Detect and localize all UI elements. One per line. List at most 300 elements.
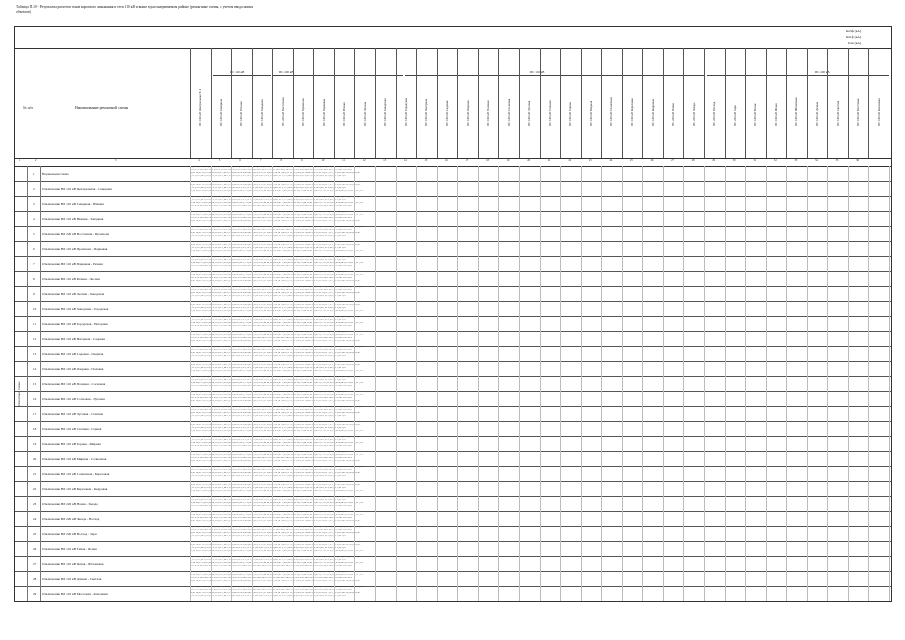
table-row xyxy=(15,466,891,482)
results-table xyxy=(14,26,892,602)
column-header xyxy=(725,48,747,158)
value-line: 3,51 3,22 2,98 2,61 4,12 2,35 2,07 1,84 2,76 3,05 2,69 2,31 2,16 1,79 3,38 2,83 2,52 2,37 2,04 1,91 3,27 2,88 2,66 4,61 4,13 3,82 3,17 2,28 2,09 1,93 2,58 2,97 2,42 2,01 xyxy=(190,559,346,562)
row-number: 1 xyxy=(33,171,35,176)
row-number: 13 xyxy=(33,351,37,356)
value-line: 10,92 10,41 11,76 9,18 13,95 8,61 7,42 6,57 10,08 10,74 9,43 8,02 7,66 6,31 12,27 9,85 8,79 8,14 7,06 6,71 11,52 9,96 9,33 15,08 13,51 12,39 11,02 7,97 7,21 6,63 9,02 10,19 8,44 6,87 xyxy=(190,376,361,379)
group-label-4: ПС 220 кВ xyxy=(815,70,830,74)
value-line: 11,24 10,87 12,03 9,56 14,21 8,93 7,65 6,82 10,44 11,09 9,77 8,34 7,91 6,55 12,68 10,13 9,02 8,47 7,38 6,96 11,85 10,27 9,64 15,42 13,86 12,71 11,33 8,25 7,49 6,88 9,31 10,52 8,76 7,14 xyxy=(190,262,363,264)
column-header-label: ПС 110 кВ Луговая xyxy=(527,100,532,126)
row-name: Отключение ВЛ 110 кВ Луговая - Степная xyxy=(42,411,103,416)
value-line: 3,51 3,22 2,98 2,61 4,12 2,35 2,07 1,84 2,76 3,05 2,69 2,31 2,16 1,79 3,38 2,83 2,52 2,37 2,04 1,91 3,27 2,88 2,66 4,61 4,13 3,82 3,17 2,28 2,09 1,93 2,58 2,97 2,42 2,01 xyxy=(190,571,346,574)
column-number: 36 xyxy=(856,159,859,162)
value-line: 95% 97% 98% 96% 94% 99% 97% 95% 98% 96% 97% 94% 95% 99% 98% 96% 97% 95% 98% 96% 94% 97% 95% 99% 98% 96% 97% 95% 98% 96% 97% 94% 95% 99% xyxy=(190,241,353,244)
value-line: 10,92 10,41 11,76 9,18 13,95 8,61 7,42 6,57 10,08 10,74 9,43 8,02 7,66 6,31 12,27 9,85 8,79 8,14 7,06 6,71 11,52 9,96 9,33 15,08 13,51 12,39 11,02 7,97 7,21 6,63 9,02 10,19 8,44 6,87 xyxy=(190,244,361,247)
column-header xyxy=(437,48,459,158)
value-line: 95% 97% 98% 96% 94% 99% 97% 95% 98% 96% 97% 94% 95% 99% 98% 96% 97% 95% 98% 96% 94% 97% 95% 99% 98% 96% 97% 95% 98% 96% 97% 94% 95% 99% xyxy=(190,589,353,592)
value-line: 10,92 10,41 11,76 9,18 13,95 8,61 7,42 6,57 10,08 10,74 9,43 8,02 7,66 6,31 12,27 9,85 8,79 8,14 7,06 6,71 11,52 9,96 9,33 15,08 13,51 12,39 11,02 7,97 7,21 6,63 9,02 10,19 8,44 6,87 xyxy=(190,339,361,342)
value-line: 3,51 3,22 2,98 2,61 4,12 2,35 2,07 1,84 2,76 3,05 2,69 2,31 2,16 1,79 3,38 2,83 2,52 2,37 2,04 1,91 3,27 2,88 2,66 4,61 4,13 3,82 3,17 2,28 2,09 1,93 2,58 2,97 2,42 2,01 xyxy=(190,259,346,262)
row-number: 22 xyxy=(33,486,37,491)
value-line: 95% 97% 98% 96% 94% 99% 97% 95% 98% 96% 97% 94% 95% 99% 98% 96% 97% 95% 98% 96% 94% 97% 95% 99% 98% 96% 97% 95% 98% 96% 97% 94% 95% 99% xyxy=(190,421,353,424)
column-number: 32 xyxy=(773,159,777,162)
value-line: 11,24 10,87 12,03 9,56 14,21 8,93 7,65 6,82 10,44 11,09 9,77 8,34 7,91 6,55 12,68 10,13 9,02 8,47 7,38 6,96 11,85 10,27 9,64 15,42 13,86 12,71 11,33 8,25 7,49 6,88 9,31 10,52 8,76 7,14 xyxy=(190,369,363,372)
row-number: 24 xyxy=(33,516,37,521)
table-row xyxy=(15,181,891,197)
column-header-label: ПС 110 кВ Горная xyxy=(568,102,573,126)
value-line: 10,92 10,41 11,76 9,18 13,95 8,61 7,42 6,57 10,08 10,74 9,43 8,02 7,66 6,31 12,27 9,85 8,79 8,14 7,06 6,71 11,52 9,96 9,33 15,08 13,51 12,39 11,02 7,97 7,21 6,63 9,02 10,19 8,44 6,87 xyxy=(190,459,361,462)
value-line: 11,24 10,87 12,03 9,56 14,21 8,93 7,65 6,82 10,44 11,09 9,77 8,34 7,91 6,55 12,68 10,13 9,02 8,47 7,38 6,96 11,85 10,27 9,64 15,42 13,86 12,71 11,33 8,25 7,49 6,88 9,31 10,52 8,76 7,14 xyxy=(190,502,363,504)
column-number: 17 xyxy=(465,159,469,162)
value-line: 11,24 10,87 12,03 9,56 14,21 8,93 7,65 6,82 10,44 11,09 9,77 8,34 7,91 6,55 12,68 10,13 9,02 8,47 7,38 6,96 11,85 10,27 9,64 15,42 13,86 12,71 11,33 8,25 7,49 6,88 9,31 10,52 8,76 7,14 xyxy=(190,309,363,312)
column-header-label: ПС 110 кВ Березовая xyxy=(630,98,634,126)
value-line: 3,51 3,22 2,98 2,61 4,12 2,35 2,07 1,84 2,76 3,05 2,69 2,31 2,16 1,79 3,38 2,83 2,52 2,37 2,04 1,91 3,27 2,88 2,66 4,61 4,13 3,82 3,17 2,28 2,09 1,93 2,58 2,97 2,42 2,01 xyxy=(190,354,346,357)
value-line: 11,24 10,87 12,03 9,56 14,21 8,93 7,65 6,82 10,44 11,09 9,77 8,34 7,91 6,55 12,68 10,13 9,02 8,47 7,38 6,96 11,85 10,27 9,64 15,42 13,86 12,71 11,33 8,25 7,49 6,88 9,31 10,52 8,76 7,14 xyxy=(190,394,363,397)
value-line: 11,24 10,87 12,03 9,56 14,21 8,93 7,65 6,82 10,44 11,09 9,77 8,34 7,91 6,55 12,68 10,13 9,02 8,47 7,38 6,96 11,85 10,27 9,64 15,42 13,86 12,71 11,33 8,25 7,49 6,88 9,31 10,52 8,76 7,14 xyxy=(190,526,363,529)
value-line: 10,92 10,41 11,76 9,18 13,95 8,61 7,42 6,57 10,08 10,74 9,43 8,02 7,66 6,31 12,27 9,85 8,79 8,14 7,06 6,71 11,52 9,96 9,33 15,08 13,51 12,39 11,02 7,97 7,21 6,63 9,02 10,19 8,44 6,87 xyxy=(190,196,361,199)
table-row xyxy=(15,211,891,227)
column-header-label: ПС 110 кВ Солнечная xyxy=(609,97,614,126)
column-header-label: ПС 110 кВ Центральная Т-1 xyxy=(198,89,203,126)
value-line: 10,92 10,41 11,76 9,18 13,95 8,61 7,42 6,57 10,08 10,74 9,43 8,02 7,66 6,31 12,27 9,85 8,79 8,14 7,06 6,71 11,52 9,96 9,33 15,08 13,51 12,39 11,02 7,97 7,21 6,63 9,02 10,19 8,44 6,87 xyxy=(190,292,361,294)
value-line: 3,51 3,22 2,98 2,61 4,12 2,35 2,07 1,84 2,76 3,05 2,69 2,31 2,16 1,79 3,38 2,83 2,52 2,37 2,04 1,91 3,27 2,88 2,66 4,61 4,13 3,82 3,17 2,28 2,09 1,93 2,58 2,97 2,42 2,01 xyxy=(190,534,346,537)
table-row xyxy=(15,361,891,377)
value-line: 3,51 3,22 2,98 2,61 4,12 2,35 2,07 1,84 2,76 3,05 2,69 2,31 2,16 1,79 3,38 2,83 2,52 2,37 2,04 1,91 3,27 2,88 2,66 4,61 4,13 3,82 3,17 2,28 2,09 1,93 2,58 2,97 2,42 2,01 xyxy=(190,427,346,429)
table-row xyxy=(15,376,891,392)
column-header-label: ПС 110 кВ Тихая xyxy=(753,103,758,126)
column-header xyxy=(519,48,541,158)
row-number: 21 xyxy=(33,471,37,476)
column-header xyxy=(581,48,603,158)
value-line: 11,24 10,87 12,03 9,56 14,21 8,93 7,65 6,82 10,44 11,09 9,77 8,34 7,91 6,55 12,68 10,13 9,02 8,47 7,38 6,96 11,85 10,27 9,64 15,42 13,86 12,71 11,33 8,25 7,49 6,88 9,31 10,52 8,76 7,14 xyxy=(190,346,363,349)
column-header-label: ПС 110 кВ Озерная xyxy=(465,100,470,126)
row-number: 11 xyxy=(33,321,37,326)
value-line: 10,92 10,41 11,76 9,18 13,95 8,61 7,42 6,57 10,08 10,74 9,43 8,02 7,66 6,31 12,27 9,85 8,79 8,14 7,06 6,71 11,52 9,96 9,33 15,08 13,51 12,39 11,02 7,97 7,21 6,63 9,02 10,19 8,44 6,87 xyxy=(190,256,361,259)
row-number: 10 xyxy=(33,306,37,311)
value-line: 95% 97% 98% 96% 94% 99% 97% 95% 98% 96% 97% 94% 95% 99% 98% 96% 97% 95% 98% 96% 94% 97% 95% 99% 98% 96% 97% 95% 98% 96% 97% 94% 95% 99% xyxy=(190,444,353,447)
column-number: 12 xyxy=(362,159,366,162)
value-line: 3,51 3,22 2,98 2,61 4,12 2,35 2,07 1,84 2,76 3,05 2,69 2,31 2,16 1,79 3,38 2,83 2,52 2,37 2,04 1,91 3,27 2,88 2,66 4,61 4,13 3,82 3,17 2,28 2,09 1,93 2,58 2,97 2,42 2,01 xyxy=(190,331,346,334)
group-label-1: ПС 110 кВ xyxy=(230,70,245,74)
column-header-label: ПС 110 кВ Ясная xyxy=(773,103,778,126)
value-line: 10,92 10,41 11,76 9,18 13,95 8,61 7,42 6,57 10,08 10,74 9,43 8,02 7,66 6,31 12,27 9,85 8,79 8,14 7,06 6,71 11,52 9,96 9,33 15,08 13,51 12,39 11,02 7,97 7,21 6,63 9,02 10,19 8,44 6,87 xyxy=(190,556,361,559)
value-line: 95% 97% 98% 96% 94% 99% 97% 95% 98% 96% 97% 94% 95% 99% 98% 96% 97% 95% 98% 96% 94% 97% 95% 99% 98% 96% 97% 95% 98% 96% 97% 94% 95% 99% xyxy=(190,169,353,172)
row-name: Отключение ВЛ 110 кВ Горная - Мирная xyxy=(42,441,101,446)
column-header-label: ПС 220 кВ Заря xyxy=(732,105,737,126)
value-line: 95% 97% 98% 96% 94% 99% 97% 95% 98% 96% 97% 94% 95% 99% 98% 96% 97% 95% 98% 96% 94% 97% 95% 99% 98% 96% 97% 95% 98% 96% 97% 94% 95% 99% xyxy=(190,264,353,267)
table-row xyxy=(15,166,891,182)
table-row xyxy=(15,436,891,452)
value-line: 95% 97% 98% 96% 94% 99% 97% 95% 98% 96% 97% 94% 95% 99% 98% 96% 97% 95% 98% 96% 94% 97% 95% 99% 98% 96% 97% 95% 98% 96% 97% 94% 95% 99% xyxy=(190,481,353,484)
value-line: 3,51 3,22 2,98 2,61 4,12 2,35 2,07 1,84 2,76 3,05 2,69 2,31 2,16 1,79 3,38 2,83 2,52 2,37 2,04 1,91 3,27 2,88 2,66 4,61 4,13 3,82 3,17 2,28 2,09 1,93 2,58 2,97 2,42 2,01 xyxy=(190,294,346,297)
value-line: 3,51 3,22 2,98 2,61 4,12 2,35 2,07 1,84 2,76 3,05 2,69 2,31 2,16 1,79 3,38 2,83 2,52 2,37 2,04 1,91 3,27 2,88 2,66 4,61 4,13 3,82 3,17 2,28 2,09 1,93 2,58 2,97 2,42 2,01 xyxy=(190,474,346,477)
column-header xyxy=(457,48,479,158)
row-name: Отключение ВЛ 110 кВ Речная - Лесная xyxy=(42,276,100,281)
value-line: 11,24 10,87 12,03 9,56 14,21 8,93 7,65 6,82 10,44 11,09 9,77 8,34 7,91 6,55 12,68 10,13 9,02 8,47 7,38 6,96 11,85 10,27 9,64 15,42 13,86 12,71 11,33 8,25 7,49 6,88 9,31 10,52 8,76 7,14 xyxy=(190,489,363,492)
row-number: 15 xyxy=(33,381,37,386)
column-header xyxy=(354,48,376,158)
row-number: 19 xyxy=(33,441,37,446)
column-number: 25 xyxy=(630,159,633,162)
value-line: 11,24 10,87 12,03 9,56 14,21 8,93 7,65 6,82 10,44 11,09 9,77 8,34 7,91 6,55 12,68 10,13 9,02 8,47 7,38 6,96 11,85 10,27 9,64 15,42 13,86 12,71 11,33 8,25 7,49 6,88 9,31 10,52 8,76 7,14 xyxy=(190,429,363,432)
row-number: 18 xyxy=(33,426,37,431)
value-line: 95% 97% 98% 96% 94% 99% 97% 95% 98% 96% 97% 94% 95% 99% 98% 96% 97% 95% 98% 96% 94% 97% 95% 99% 98% 96% 97% 95% 98% 96% 97% 94% 95% 99% xyxy=(190,217,353,219)
table-row xyxy=(15,406,891,422)
row-name: Отключение ВЛ 110 кВ Мирная - Солнечная xyxy=(42,456,107,461)
row-number: 26 xyxy=(33,546,37,551)
value-line: 95% 97% 98% 96% 94% 99% 97% 95% 98% 96% 97% 94% 95% 99% 98% 96% 97% 95% 98% 96% 94% 97% 95% 99% 98% 96% 97% 95% 98% 96% 97% 94% 95% 99% xyxy=(190,384,353,387)
column-header xyxy=(231,48,253,158)
row-name: Отключение ВЛ 110 кВ Северная - Южная xyxy=(42,201,104,206)
column-header xyxy=(334,48,356,158)
group-label-3: ПС 110 кВ xyxy=(530,70,545,74)
column-header xyxy=(211,48,233,158)
column-header xyxy=(293,48,315,158)
column-number: 8 xyxy=(280,159,282,162)
row-name: Отключение ВЛ 220 кВ Новая - Звезда xyxy=(42,501,98,506)
row-name: Отключение ВЛ 110 кВ Лесная - Заводская xyxy=(42,291,105,296)
table-row xyxy=(15,286,891,302)
value-line: 3,51 3,22 2,98 2,61 4,12 2,35 2,07 1,84 2,76 3,05 2,69 2,31 2,16 1,79 3,38 2,83 2,52 2,37 2,04 1,91 3,27 2,88 2,66 4,61 4,13 3,82 3,17 2,28 2,09 1,93 2,58 2,97 2,42 2,01 xyxy=(190,174,346,177)
row-name: Отключение ВЛ 110 кВ Центральная - Северная xyxy=(42,186,112,191)
value-line: 3,51 3,22 2,98 2,61 4,12 2,35 2,07 1,84 2,76 3,05 2,69 2,31 2,16 1,79 3,38 2,83 2,52 2,37 2,04 1,91 3,27 2,88 2,66 4,61 4,13 3,82 3,17 2,28 2,09 1,93 2,58 2,97 2,42 2,01 xyxy=(190,391,346,394)
value-line: 3,51 3,22 2,98 2,61 4,12 2,35 2,07 1,84 2,76 3,05 2,69 2,31 2,16 1,79 3,38 2,83 2,52 2,37 2,04 1,91 3,27 2,88 2,66 4,61 4,13 3,82 3,17 2,28 2,09 1,93 2,58 2,97 2,42 2,01 xyxy=(190,511,346,514)
column-header-label: ПС 110 кВ Парковая xyxy=(321,99,326,126)
row-number: 8 xyxy=(33,276,35,281)
value-line: 10,92 10,41 11,76 9,18 13,95 8,61 7,42 6,57 10,08 10,74 9,43 8,02 7,66 6,31 12,27 9,85 8,79 8,14 7,06 6,71 11,52 9,96 9,33 15,08 13,51 12,39 11,02 7,97 7,21 6,63 9,02 10,19 8,44 6,87 xyxy=(190,352,361,354)
value-line: 10,92 10,41 11,76 9,18 13,95 8,61 7,42 6,57 10,08 10,74 9,43 8,02 7,66 6,31 12,27 9,85 8,79 8,14 7,06 6,71 11,52 9,96 9,33 15,08 13,51 12,39 11,02 7,97 7,21 6,63 9,02 10,19 8,44 6,87 xyxy=(190,232,361,234)
row-name: Отключение ВЛ 110 кВ Степная - Горная xyxy=(42,426,102,431)
column-header-label: ПС 220 кВ Восточная xyxy=(280,97,285,126)
value-line: 10,92 10,41 11,76 9,18 13,95 8,61 7,42 6,57 10,08 10,74 9,43 8,02 7,66 6,31 12,27 9,85 8,79 8,14 7,06 6,71 11,52 9,96 9,33 15,08 13,51 12,39 11,02 7,97 7,21 6,63 9,02 10,19 8,44 6,87 xyxy=(190,412,361,414)
top-label-1: Iкз3ф (кА) xyxy=(845,29,861,33)
row-number: 23 xyxy=(33,501,37,506)
column-header-label: ПС 110 кВ Дачная xyxy=(815,101,820,126)
value-line: 3,51 3,22 2,98 2,61 4,12 2,35 2,07 1,84 2,76 3,05 2,69 2,31 2,16 1,79 3,38 2,83 2,52 2,37 2,04 1,91 3,27 2,88 2,66 4,61 4,13 3,82 3,17 2,28 2,09 1,93 2,58 2,97 2,42 2,01 xyxy=(190,451,346,454)
table-row xyxy=(15,196,891,212)
value-line: 11,24 10,87 12,03 9,56 14,21 8,93 7,65 6,82 10,44 11,09 9,77 8,34 7,91 6,55 12,68 10,13 9,02 8,47 7,38 6,96 11,85 10,27 9,64 15,42 13,86 12,71 11,33 8,25 7,49 6,88 9,31 10,52 8,76 7,14 xyxy=(190,406,363,409)
column-number: 33 xyxy=(794,159,798,162)
column-header-label: ПС 110 кВ Полевая xyxy=(486,100,491,126)
value-line: 11,24 10,87 12,03 9,56 14,21 8,93 7,65 6,82 10,44 11,09 9,77 8,34 7,91 6,55 12,68 10,13 9,02 8,47 7,38 6,96 11,85 10,27 9,64 15,42 13,86 12,71 11,33 8,25 7,49 6,88 9,31 10,52 8,76 7,14 xyxy=(190,226,363,229)
value-line: 10,92 10,41 11,76 9,18 13,95 8,61 7,42 6,57 10,08 10,74 9,43 8,02 7,66 6,31 12,27 9,85 8,79 8,14 7,06 6,71 11,52 9,96 9,33 15,08 13,51 12,39 11,02 7,97 7,21 6,63 9,02 10,19 8,44 6,87 xyxy=(190,472,361,474)
column-number: 7 xyxy=(259,159,262,162)
value-line: 95% 97% 98% 96% 94% 99% 97% 95% 98% 96% 97% 94% 95% 99% 98% 96% 97% 95% 98% 96% 94% 97% 95% 99% 98% 96% 97% 95% 98% 96% 97% 94% 95% 99% xyxy=(190,541,353,544)
column-header xyxy=(272,48,294,158)
table-row xyxy=(15,256,891,272)
column-header-label: ПС 110 кВ Сосновая xyxy=(506,98,511,126)
column-header-label: ПС 110 кВ Западная xyxy=(259,99,264,126)
value-line: 10,92 10,41 11,76 9,18 13,95 8,61 7,42 6,57 10,08 10,74 9,43 8,02 7,66 6,31 12,27 9,85 8,79 8,14 7,06 6,71 11,52 9,96 9,33 15,08 13,51 12,39 11,02 7,97 7,21 6,63 9,02 10,19 8,44 6,87 xyxy=(190,579,361,582)
column-number: 16 xyxy=(444,159,448,162)
column-number: 14 xyxy=(403,159,407,162)
column-number: 1 xyxy=(19,159,21,162)
value-line: 3,51 3,22 2,98 2,61 4,12 2,35 2,07 1,84 2,76 3,05 2,69 2,31 2,16 1,79 3,38 2,83 2,52 2,37 2,04 1,91 3,27 2,88 2,66 4,61 4,13 3,82 3,17 2,28 2,09 1,93 2,58 2,97 2,42 2,01 xyxy=(190,499,346,502)
name-column-title: Наименование ремонтной схемы xyxy=(75,106,129,110)
table-row xyxy=(15,541,891,557)
column-header-label: ПС 110 кВ Кедровая xyxy=(650,99,655,126)
column-number: 26 xyxy=(650,159,654,162)
column-header-label: ПС 220 кВ Звезда xyxy=(691,102,696,126)
value-line: 10,92 10,41 11,76 9,18 13,95 8,61 7,42 6,57 10,08 10,74 9,43 8,02 7,66 6,31 12,27 9,85 8,79 8,14 7,06 6,71 11,52 9,96 9,33 15,08 13,51 12,39 11,02 7,97 7,21 6,63 9,02 10,19 8,44 6,87 xyxy=(190,544,361,547)
column-number: 31 xyxy=(753,159,757,162)
column-header-label: ПС 110 кВ Речная xyxy=(342,102,347,126)
column-header xyxy=(807,48,829,158)
value-line: 95% 97% 98% 96% 94% 99% 97% 95% 98% 96% 97% 94% 95% 99% 98% 96% 97% 95% 98% 96% 94% 97% 95% 99% 98% 96% 97% 95% 98% 96% 97% 94% 95% 99% xyxy=(190,457,353,459)
value-line: 11,24 10,87 12,03 9,56 14,21 8,93 7,65 6,82 10,44 11,09 9,77 8,34 7,91 6,55 12,68 10,13 9,02 8,47 7,38 6,96 11,85 10,27 9,64 15,42 13,86 12,71 11,33 8,25 7,49 6,88 9,31 10,52 8,76 7,14 xyxy=(190,466,363,469)
value-line: 10,92 10,41 11,76 9,18 13,95 8,61 7,42 6,57 10,08 10,74 9,43 8,02 7,66 6,31 12,27 9,85 8,79 8,14 7,06 6,71 11,52 9,96 9,33 15,08 13,51 12,39 11,02 7,97 7,21 6,63 9,02 10,19 8,44 6,87 xyxy=(190,279,361,282)
row-number: 20 xyxy=(33,456,37,461)
row-name: Отключение ВЛ 220 кВ Восход - Заря xyxy=(42,531,97,536)
value-line: 11,24 10,87 12,03 9,56 14,21 8,93 7,65 6,82 10,44 11,09 9,77 8,34 7,91 6,55 12,68 10,13 9,02 8,47 7,38 6,96 11,85 10,27 9,64 15,42 13,86 12,71 11,33 8,25 7,49 6,88 9,31 10,52 8,76 7,14 xyxy=(190,189,363,192)
value-line: 3,51 3,22 2,98 2,61 4,12 2,35 2,07 1,84 2,76 3,05 2,69 2,31 2,16 1,79 3,38 2,83 2,52 2,37 2,04 1,91 3,27 2,88 2,66 4,61 4,13 3,82 3,17 2,28 2,09 1,93 2,58 2,97 2,42 2,01 xyxy=(190,594,346,597)
value-line: 95% 97% 98% 96% 94% 99% 97% 95% 98% 96% 97% 94% 95% 99% 98% 96% 97% 95% 98% 96% 94% 97% 95% 99% 98% 96% 97% 95% 98% 96% 97% 94% 95% 99% xyxy=(190,277,353,279)
value-line: 11,24 10,87 12,03 9,56 14,21 8,93 7,65 6,82 10,44 11,09 9,77 8,34 7,91 6,55 12,68 10,13 9,02 8,47 7,38 6,96 11,85 10,27 9,64 15,42 13,86 12,71 11,33 8,25 7,49 6,88 9,31 10,52 8,76 7,14 xyxy=(190,334,363,337)
value-line: 10,92 10,41 11,76 9,18 13,95 8,61 7,42 6,57 10,08 10,74 9,43 8,02 7,66 6,31 12,27 9,85 8,79 8,14 7,06 6,71 11,52 9,96 9,33 15,08 13,51 12,39 11,02 7,97 7,21 6,63 9,02 10,19 8,44 6,87 xyxy=(190,424,361,427)
table-row xyxy=(15,346,891,362)
value-line: 10,92 10,41 11,76 9,18 13,95 8,61 7,42 6,57 10,08 10,74 9,43 8,02 7,66 6,31 12,27 9,85 8,79 8,14 7,06 6,71 11,52 9,96 9,33 15,08 13,51 12,39 11,02 7,97 7,21 6,63 9,02 10,19 8,44 6,87 xyxy=(190,219,361,222)
row-name: Отключение ВЛ 110 кВ Заводская - Городская xyxy=(42,306,109,311)
column-header xyxy=(416,48,438,158)
table-row xyxy=(15,421,891,437)
row-name: Нормальная схема xyxy=(42,171,69,176)
value-line: 11,24 10,87 12,03 9,56 14,21 8,93 7,65 6,82 10,44 11,09 9,77 8,34 7,91 6,55 12,68 10,13 9,02 8,47 7,38 6,96 11,85 10,27 9,64 15,42 13,86 12,71 11,33 8,25 7,49 6,88 9,31 10,52 8,76 7,14 xyxy=(190,442,363,444)
column-header xyxy=(642,48,664,158)
row-name: Отключение ВЛ 110 кВ Дачная - Светлая xyxy=(42,576,102,581)
column-header xyxy=(848,48,870,158)
row-name: Отключение ВЛ 110 кВ Тихая - Ясная xyxy=(42,546,97,551)
row-group-label: Ремонтные схемы xyxy=(17,381,21,406)
row-name: Отключение ВЛ 110 кВ Садовая - Озерная xyxy=(42,351,104,356)
row-name: Отключение ВЛ 110 кВ Мостовая - Ключевая xyxy=(42,591,108,596)
value-line: 3,51 3,22 2,98 2,61 4,12 2,35 2,07 1,84 2,76 3,05 2,69 2,31 2,16 1,79 3,38 2,83 2,52 2,37 2,04 1,91 3,27 2,88 2,66 4,61 4,13 3,82 3,17 2,28 2,09 1,93 2,58 2,97 2,42 2,01 xyxy=(190,439,346,442)
column-header xyxy=(396,48,418,158)
column-number: 9 xyxy=(301,159,303,162)
column-header xyxy=(313,48,335,158)
value-line: 11,24 10,87 12,03 9,56 14,21 8,93 7,65 6,82 10,44 11,09 9,77 8,34 7,91 6,55 12,68 10,13 9,02 8,47 7,38 6,96 11,85 10,27 9,64 15,42 13,86 12,71 11,33 8,25 7,49 6,88 9,31 10,52 8,76 7,14 xyxy=(190,214,363,217)
value-line: 11,24 10,87 12,03 9,56 14,21 8,93 7,65 6,82 10,44 11,09 9,77 8,34 7,91 6,55 12,68 10,13 9,02 8,47 7,38 6,96 11,85 10,27 9,64 15,42 13,86 12,71 11,33 8,25 7,49 6,88 9,31 10,52 8,76 7,14 xyxy=(190,574,363,577)
table-row xyxy=(15,526,891,542)
value-line: 3,51 3,22 2,98 2,61 4,12 2,35 2,07 1,84 2,76 3,05 2,69 2,31 2,16 1,79 3,38 2,83 2,52 2,37 2,04 1,91 3,27 2,88 2,66 4,61 4,13 3,82 3,17 2,28 2,09 1,93 2,58 2,97 2,42 2,01 xyxy=(190,487,346,489)
value-line: 11,24 10,87 12,03 9,56 14,21 8,93 7,65 6,82 10,44 11,09 9,77 8,34 7,91 6,55 12,68 10,13 9,02 8,47 7,38 6,96 11,85 10,27 9,64 15,42 13,86 12,71 11,33 8,25 7,49 6,88 9,31 10,52 8,76 7,14 xyxy=(190,514,363,517)
column-header-label: ПС 220 кВ Восход xyxy=(712,101,717,126)
column-number: 34 xyxy=(815,159,818,162)
value-line: 3,51 3,22 2,98 2,61 4,12 2,35 2,07 1,84 2,76 3,05 2,69 2,31 2,16 1,79 3,38 2,83 2,52 2,37 2,04 1,91 3,27 2,88 2,66 4,61 4,13 3,82 3,17 2,28 2,09 1,93 2,58 2,97 2,42 2,01 xyxy=(190,187,346,189)
table-topbar xyxy=(15,27,891,49)
column-header xyxy=(663,48,685,158)
value-line: 3,51 3,22 2,98 2,61 4,12 2,35 2,07 1,84 2,76 3,05 2,69 2,31 2,16 1,79 3,38 2,83 2,52 2,37 2,04 1,91 3,27 2,88 2,66 4,61 4,13 3,82 3,17 2,28 2,09 1,93 2,58 2,97 2,42 2,01 xyxy=(190,271,346,274)
value-line: 95% 97% 98% 96% 94% 99% 97% 95% 98% 96% 97% 94% 95% 99% 98% 96% 97% 95% 98% 96% 94% 97% 95% 99% 98% 96% 97% 95% 98% 96% 97% 94% 95% 99% xyxy=(190,301,353,304)
value-line: 95% 97% 98% 96% 94% 99% 97% 95% 98% 96% 97% 94% 95% 99% 98% 96% 97% 95% 98% 96% 94% 97% 95% 99% 98% 96% 97% 95% 98% 96% 97% 94% 95% 99% xyxy=(190,409,353,412)
column-number: 23 xyxy=(588,159,592,162)
table-row xyxy=(15,391,891,407)
column-header-label: ПС 110 кВ Северная xyxy=(218,99,223,126)
value-line: 11,24 10,87 12,03 9,56 14,21 8,93 7,65 6,82 10,44 11,09 9,77 8,34 7,91 6,55 12,68 10,13 9,02 8,47 7,38 6,96 11,85 10,27 9,64 15,42 13,86 12,71 11,33 8,25 7,49 6,88 9,31 10,52 8,76 7,14 xyxy=(190,202,363,204)
value-line: 11,24 10,87 12,03 9,56 14,21 8,93 7,65 6,82 10,44 11,09 9,77 8,34 7,91 6,55 12,68 10,13 9,02 8,47 7,38 6,96 11,85 10,27 9,64 15,42 13,86 12,71 11,33 8,25 7,49 6,88 9,31 10,52 8,76 7,14 xyxy=(190,249,363,252)
column-header xyxy=(704,48,726,158)
column-header-label: ПС 110 кВ Промзона xyxy=(301,98,306,126)
value-line: 3,51 3,22 2,98 2,61 4,12 2,35 2,07 1,84 2,76 3,05 2,69 2,31 2,16 1,79 3,38 2,83 2,52 2,37 2,04 1,91 3,27 2,88 2,66 4,61 4,13 3,82 3,17 2,28 2,09 1,93 2,58 2,97 2,42 2,01 xyxy=(190,234,346,237)
table-row xyxy=(15,496,891,512)
column-header-label: ПС 110 кВ Ключевая xyxy=(876,98,881,126)
column-header-label: ПС 110 кВ Нагорная xyxy=(424,98,429,126)
value-line: 10,92 10,41 11,76 9,18 13,95 8,61 7,42 6,57 10,08 10,74 9,43 8,02 7,66 6,31 12,27 9,85 8,79 8,14 7,06 6,71 11,52 9,96 9,33 15,08 13,51 12,39 11,02 7,97 7,21 6,63 9,02 10,19 8,44 6,87 xyxy=(190,496,361,499)
column-header xyxy=(498,48,520,158)
value-line: 95% 97% 98% 96% 94% 99% 97% 95% 98% 96% 97% 94% 95% 99% 98% 96% 97% 95% 98% 96% 94% 97% 95% 99% 98% 96% 97% 95% 98% 96% 97% 94% 95% 99% xyxy=(190,361,353,364)
value-line: 95% 97% 98% 96% 94% 99% 97% 95% 98% 96% 97% 94% 95% 99% 98% 96% 97% 95% 98% 96% 94% 97% 95% 99% 98% 96% 97% 95% 98% 96% 97% 94% 95% 99% xyxy=(190,337,353,339)
value-line: 10,92 10,41 11,76 9,18 13,95 8,61 7,42 6,57 10,08 10,74 9,43 8,02 7,66 6,31 12,27 9,85 8,79 8,14 7,06 6,71 11,52 9,96 9,33 15,08 13,51 12,39 11,02 7,97 7,21 6,63 9,02 10,19 8,44 6,87 xyxy=(190,436,361,439)
value-line: 10,92 10,41 11,76 9,18 13,95 8,61 7,42 6,57 10,08 10,74 9,43 8,02 7,66 6,31 12,27 9,85 8,79 8,14 7,06 6,71 11,52 9,96 9,33 15,08 13,51 12,39 11,02 7,97 7,21 6,63 9,02 10,19 8,44 6,87 xyxy=(190,592,361,594)
value-line: 11,24 10,87 12,03 9,56 14,21 8,93 7,65 6,82 10,44 11,09 9,77 8,34 7,91 6,55 12,68 10,13 9,02 8,47 7,38 6,96 11,85 10,27 9,64 15,42 13,86 12,71 11,33 8,25 7,49 6,88 9,31 10,52 8,76 7,14 xyxy=(190,382,363,384)
value-line: 95% 97% 98% 96% 94% 99% 97% 95% 98% 96% 97% 94% 95% 99% 98% 96% 97% 95% 98% 96% 94% 97% 95% 99% 98% 96% 97% 95% 98% 96% 97% 94% 95% 99% xyxy=(190,324,353,327)
column-number: 18 xyxy=(486,159,489,162)
column-header-label: ПС 110 кВ Мостовая xyxy=(856,98,861,126)
value-line: 10,92 10,41 11,76 9,18 13,95 8,61 7,42 6,57 10,08 10,74 9,43 8,02 7,66 6,31 12,27 9,85 8,79 8,14 7,06 6,71 11,52 9,96 9,33 15,08 13,51 12,39 11,02 7,97 7,21 6,63 9,02 10,19 8,44 6,87 xyxy=(190,399,361,402)
value-line: 95% 97% 98% 96% 94% 99% 97% 95% 98% 96% 97% 94% 95% 99% 98% 96% 97% 95% 98% 96% 94% 97% 95% 99% 98% 96% 97% 95% 98% 96% 97% 94% 95% 99% xyxy=(190,397,353,399)
column-header xyxy=(868,48,890,158)
column-header-label: ПС 110 кВ Лесная xyxy=(362,101,367,126)
value-line: 95% 97% 98% 96% 94% 99% 97% 95% 98% 96% 97% 94% 95% 99% 98% 96% 97% 95% 98% 96% 94% 97% 95% 99% 98% 96% 97% 95% 98% 96% 97% 94% 95% 99% xyxy=(190,229,353,232)
value-line: 10,92 10,41 11,76 9,18 13,95 8,61 7,42 6,57 10,08 10,74 9,43 8,02 7,66 6,31 12,27 9,85 8,79 8,14 7,06 6,71 11,52 9,96 9,33 15,08 13,51 12,39 11,02 7,97 7,21 6,63 9,02 10,19 8,44 6,87 xyxy=(190,364,361,367)
value-line: 11,24 10,87 12,03 9,56 14,21 8,93 7,65 6,82 10,44 11,09 9,77 8,34 7,91 6,55 12,68 10,13 9,02 8,47 7,38 6,96 11,85 10,27 9,64 15,42 13,86 12,71 11,33 8,25 7,49 6,88 9,31 10,52 8,76 7,14 xyxy=(190,322,363,324)
row-number: 5 xyxy=(33,231,35,236)
column-header xyxy=(190,48,212,158)
value-line: 3,51 3,22 2,98 2,61 4,12 2,35 2,07 1,84 2,76 3,05 2,69 2,31 2,16 1,79 3,38 2,83 2,52 2,37 2,04 1,91 3,27 2,88 2,66 4,61 4,13 3,82 3,17 2,28 2,09 1,93 2,58 2,97 2,42 2,01 xyxy=(190,379,346,382)
column-header-label: ПС 110 кВ Заводская xyxy=(383,98,388,126)
row-name: Отключение ВЛ 110 кВ Парковая - Речная xyxy=(42,261,103,266)
column-header-label: ПС 110 кВ Степная xyxy=(547,100,552,126)
row-number: 3 xyxy=(33,201,35,206)
value-line: 3,51 3,22 2,98 2,61 4,12 2,35 2,07 1,84 2,76 3,05 2,69 2,31 2,16 1,79 3,38 2,83 2,52 2,37 2,04 1,91 3,27 2,88 2,66 4,61 4,13 3,82 3,17 2,28 2,09 1,93 2,58 2,97 2,42 2,01 xyxy=(190,211,346,214)
value-line: 95% 97% 98% 96% 94% 99% 97% 95% 98% 96% 97% 94% 95% 99% 98% 96% 97% 95% 98% 96% 94% 97% 95% 99% 98% 96% 97% 95% 98% 96% 97% 94% 95% 99% xyxy=(190,181,353,184)
row-name: Отключение ВЛ 110 кВ Солнечная - Березовая xyxy=(42,471,110,476)
value-line: 10,92 10,41 11,76 9,18 13,95 8,61 7,42 6,57 10,08 10,74 9,43 8,02 7,66 6,31 12,27 9,85 8,79 8,14 7,06 6,71 11,52 9,96 9,33 15,08 13,51 12,39 11,02 7,97 7,21 6,63 9,02 10,19 8,44 6,87 xyxy=(190,304,361,307)
top-label-2: Iкз1ф (кА) xyxy=(845,35,861,39)
column-number: 28 xyxy=(691,159,695,162)
value-line: 3,51 3,22 2,98 2,61 4,12 2,35 2,07 1,84 2,76 3,05 2,69 2,31 2,16 1,79 3,38 2,83 2,52 2,37 2,04 1,91 3,27 2,88 2,66 4,61 4,13 3,82 3,17 2,28 2,09 1,93 2,58 2,97 2,42 2,01 xyxy=(190,307,346,309)
value-line: 10,92 10,41 11,76 9,18 13,95 8,61 7,42 6,57 10,08 10,74 9,43 8,02 7,66 6,31 12,27 9,85 8,79 8,14 7,06 6,71 11,52 9,96 9,33 15,08 13,51 12,39 11,02 7,97 7,21 6,63 9,02 10,19 8,44 6,87 xyxy=(190,184,361,187)
column-header xyxy=(827,48,849,158)
column-header-label: ПС 110 кВ Яблоневая xyxy=(794,97,799,126)
row-name: Отключение ВЛ 110 кВ Березовая - Кедровая xyxy=(42,486,108,491)
value-line: 3,51 3,22 2,98 2,61 4,12 2,35 2,07 1,84 2,76 3,05 2,69 2,31 2,16 1,79 3,38 2,83 2,52 2,37 2,04 1,91 3,27 2,88 2,66 4,61 4,13 3,82 3,17 2,28 2,09 1,93 2,58 2,97 2,42 2,01 xyxy=(190,367,346,369)
value-line: 95% 97% 98% 96% 94% 99% 97% 95% 98% 96% 97% 94% 95% 99% 98% 96% 97% 95% 98% 96% 94% 97% 95% 99% 98% 96% 97% 95% 98% 96% 97% 94% 95% 99% xyxy=(190,529,353,532)
row-name: Отключение ВЛ 220 кВ Звезда - Восход xyxy=(42,516,100,521)
column-number: 22 xyxy=(568,159,572,162)
column-number: 27 xyxy=(671,159,674,162)
column-number: 2 xyxy=(35,159,37,162)
row-number: 27 xyxy=(33,561,37,566)
row-number: 2 xyxy=(33,186,35,191)
table-header xyxy=(15,48,891,159)
column-header xyxy=(622,48,644,158)
value-line: 11,24 10,87 12,03 9,56 14,21 8,93 7,65 6,82 10,44 11,09 9,77 8,34 7,91 6,55 12,68 10,13 9,02 8,47 7,38 6,96 11,85 10,27 9,64 15,42 13,86 12,71 11,33 8,25 7,49 6,88 9,31 10,52 8,76 7,14 xyxy=(190,586,363,589)
column-header xyxy=(745,48,767,158)
row-number: 17 xyxy=(33,411,37,416)
column-header-label: ПС 220 кВ Новая xyxy=(671,103,676,126)
table-row xyxy=(15,481,891,497)
row-number: 16 xyxy=(33,396,37,401)
table-row xyxy=(15,511,891,527)
row-number: 14 xyxy=(33,366,37,371)
row-number: 25 xyxy=(33,531,37,536)
group-label-2: ПС 220 кВ xyxy=(279,70,294,74)
column-header-label: ПС 110 кВ Светлая xyxy=(835,100,840,126)
value-line: 10,92 10,41 11,76 9,18 13,95 8,61 7,42 6,57 10,08 10,74 9,43 8,02 7,66 6,31 12,27 9,85 8,79 8,14 7,06 6,71 11,52 9,96 9,33 15,08 13,51 12,39 11,02 7,97 7,21 6,63 9,02 10,19 8,44 6,87 xyxy=(190,172,361,174)
top-label-3: Iотк (кА) xyxy=(847,41,861,45)
column-number: 30 xyxy=(732,159,736,162)
column-header xyxy=(478,48,500,158)
value-line: 95% 97% 98% 96% 94% 99% 97% 95% 98% 96% 97% 94% 95% 99% 98% 96% 97% 95% 98% 96% 94% 97% 95% 99% 98% 96% 97% 95% 98% 96% 97% 94% 95% 99% xyxy=(190,517,353,519)
row-name: Отключение ВЛ 110 кВ Промзона - Парковая xyxy=(42,246,108,251)
column-number: 11 xyxy=(342,159,345,162)
value-line: 3,51 3,22 2,98 2,61 4,12 2,35 2,07 1,84 2,76 3,05 2,69 2,31 2,16 1,79 3,38 2,83 2,52 2,37 2,04 1,91 3,27 2,88 2,66 4,61 4,13 3,82 3,17 2,28 2,09 1,93 2,58 2,97 2,42 2,01 xyxy=(190,547,346,549)
row-name: Отключение ВЛ 110 кВ Ясная - Яблоневая xyxy=(42,561,104,566)
value-line: 11,24 10,87 12,03 9,56 14,21 8,93 7,65 6,82 10,44 11,09 9,77 8,34 7,91 6,55 12,68 10,13 9,02 8,47 7,38 6,96 11,85 10,27 9,64 15,42 13,86 12,71 11,33 8,25 7,49 6,88 9,31 10,52 8,76 7,14 xyxy=(190,454,363,457)
row-number: 9 xyxy=(33,291,35,296)
column-header xyxy=(601,48,623,158)
column-header xyxy=(766,48,788,158)
column-header-label: ПС 110 кВ Городская xyxy=(403,98,408,126)
column-number: 19 xyxy=(506,159,510,162)
row-number: 6 xyxy=(33,246,35,251)
row-name: Отключение ВЛ 110 кВ Озерная - Полевая xyxy=(42,366,104,371)
row-name: Отключение ВЛ 110 кВ Сосновая - Луговая xyxy=(42,396,105,401)
value-line: 95% 97% 98% 96% 94% 99% 97% 95% 98% 96% 97% 94% 95% 99% 98% 96% 97% 95% 98% 96% 94% 97% 95% 99% 98% 96% 97% 95% 98% 96% 97% 94% 95% 99% xyxy=(190,289,353,292)
value-line: 11,24 10,87 12,03 9,56 14,21 8,93 7,65 6,82 10,44 11,09 9,77 8,34 7,91 6,55 12,68 10,13 9,02 8,47 7,38 6,96 11,85 10,27 9,64 15,42 13,86 12,71 11,33 8,25 7,49 6,88 9,31 10,52 8,76 7,14 xyxy=(190,562,363,564)
table-caption: Таблица П.10 - Результаты расчетов токов короткого замыкания в сети 110 кВ и выше в рассматриваемом районе (ремонтные схемы, с учетом ввода новых объектов) xyxy=(16,5,254,14)
index-column-title: № п/п xyxy=(23,106,33,110)
table-body xyxy=(15,166,891,601)
column-header xyxy=(786,48,808,158)
value-line: 11,24 10,87 12,03 9,56 14,21 8,93 7,65 6,82 10,44 11,09 9,77 8,34 7,91 6,55 12,68 10,13 9,02 8,47 7,38 6,96 11,85 10,27 9,64 15,42 13,86 12,71 11,33 8,25 7,49 6,88 9,31 10,52 8,76 7,14 xyxy=(190,549,363,552)
row-name: Отключение ВЛ 110 кВ Полевая - Сосновая xyxy=(42,381,106,386)
value-line: 95% 97% 98% 96% 94% 99% 97% 95% 98% 96% 97% 94% 95% 99% 98% 96% 97% 95% 98% 96% 94% 97% 95% 99% 98% 96% 97% 95% 98% 96% 97% 94% 95% 99% xyxy=(190,204,353,207)
row-number: 7 xyxy=(33,261,35,266)
column-number: 21 xyxy=(547,159,551,162)
row-name: Отключение ВЛ 220 кВ Восточная - Промзона xyxy=(42,231,110,236)
column-number: 13 xyxy=(383,159,387,162)
column-header xyxy=(560,48,582,158)
value-line: 3,51 3,22 2,98 2,61 4,12 2,35 2,07 1,84 2,76 3,05 2,69 2,31 2,16 1,79 3,38 2,83 2,52 2,37 2,04 1,91 3,27 2,88 2,66 4,61 4,13 3,82 3,17 2,28 2,09 1,93 2,58 2,97 2,42 2,01 xyxy=(190,414,346,417)
value-line: 10,92 10,41 11,76 9,18 13,95 8,61 7,42 6,57 10,08 10,74 9,43 8,02 7,66 6,31 12,27 9,85 8,79 8,14 7,06 6,71 11,52 9,96 9,33 15,08 13,51 12,39 11,02 7,97 7,21 6,63 9,02 10,19 8,44 6,87 xyxy=(190,484,361,487)
column-header xyxy=(683,48,705,158)
column-header-label: ПС 110 кВ Мирная xyxy=(588,100,593,126)
table-row xyxy=(15,271,891,287)
table-row xyxy=(15,316,891,332)
table-row xyxy=(15,241,891,257)
row-name: Отключение ВЛ 110 кВ Городская - Нагорная xyxy=(42,321,108,326)
value-line: 95% 97% 98% 96% 94% 99% 97% 95% 98% 96% 97% 94% 95% 99% 98% 96% 97% 95% 98% 96% 94% 97% 95% 99% 98% 96% 97% 95% 98% 96% 97% 94% 95% 99% xyxy=(190,564,353,567)
value-line: 11,24 10,87 12,03 9,56 14,21 8,93 7,65 6,82 10,44 11,09 9,77 8,34 7,91 6,55 12,68 10,13 9,02 8,47 7,38 6,96 11,85 10,27 9,64 15,42 13,86 12,71 11,33 8,25 7,49 6,88 9,31 10,52 8,76 7,14 xyxy=(190,286,363,289)
row-number: 28 xyxy=(33,576,37,581)
value-line: 11,24 10,87 12,03 9,56 14,21 8,93 7,65 6,82 10,44 11,09 9,77 8,34 7,91 6,55 12,68 10,13 9,02 8,47 7,38 6,96 11,85 10,27 9,64 15,42 13,86 12,71 11,33 8,25 7,49 6,88 9,31 10,52 8,76 7,14 xyxy=(190,274,363,277)
column-number: 5 xyxy=(218,159,221,162)
column-header xyxy=(252,48,274,158)
table-row xyxy=(15,331,891,347)
row-number: 29 xyxy=(33,591,37,596)
row-name: Отключение ВЛ 110 кВ Южная - Западная xyxy=(42,216,104,221)
table-row xyxy=(15,301,891,317)
row-name: Отключение ВЛ 110 кВ Нагорная - Садовая xyxy=(42,336,105,341)
column-number: 29 xyxy=(712,159,716,162)
column-number: 6 xyxy=(239,159,241,162)
column-number: 20 xyxy=(527,159,531,162)
table-row xyxy=(15,451,891,467)
column-header xyxy=(375,48,397,158)
row-number: 12 xyxy=(33,336,37,341)
column-header xyxy=(540,48,562,158)
column-number: 35 xyxy=(835,159,839,162)
table-row xyxy=(15,571,891,587)
